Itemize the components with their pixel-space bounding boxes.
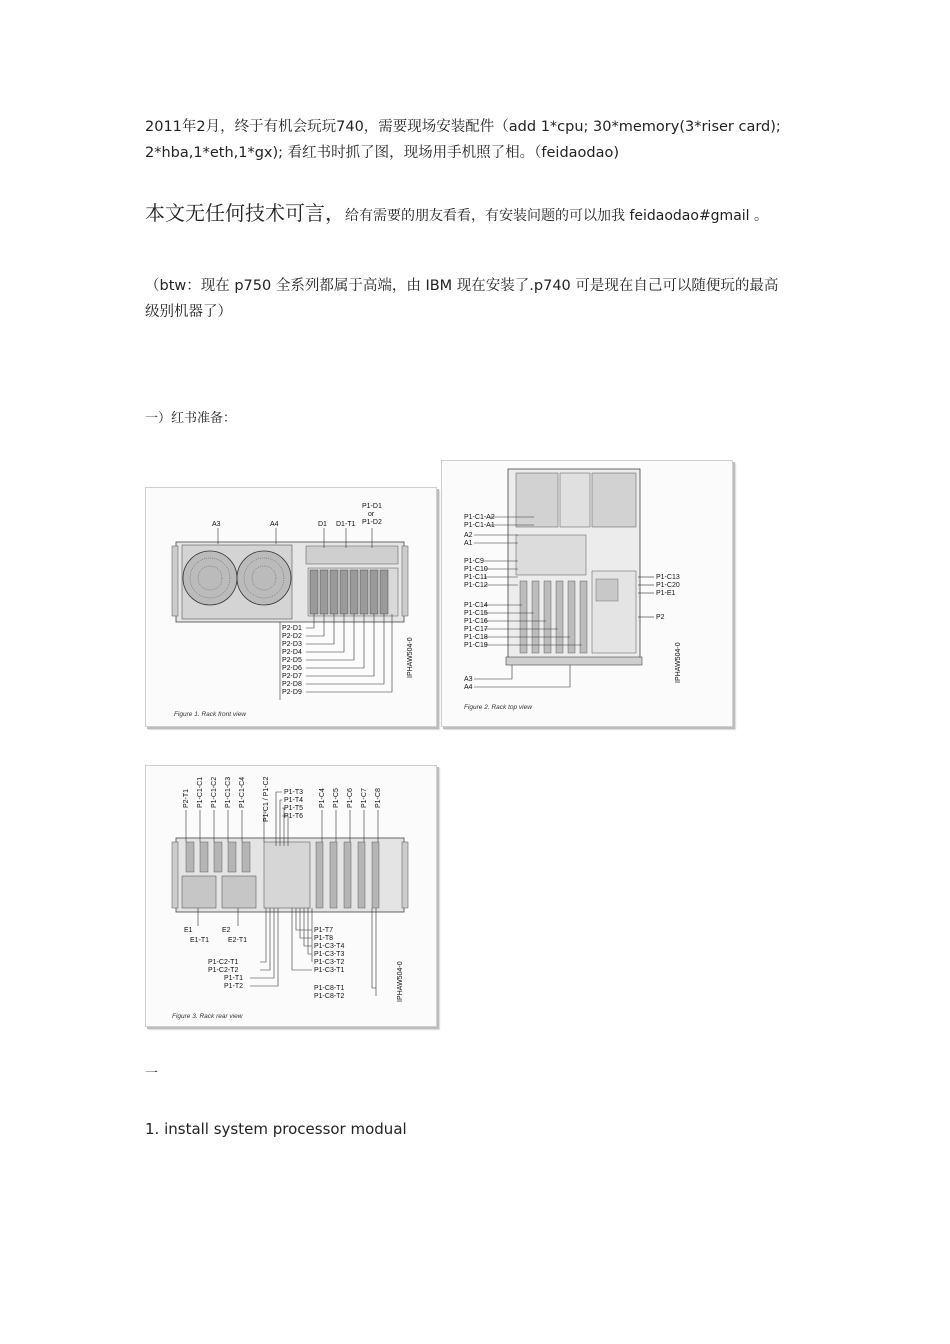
- fig1-label-d1-t1: D1-T1: [336, 521, 356, 528]
- fig3-label-p1-c5: P1-C5: [333, 788, 340, 808]
- fig2-label-p1-c17: P1-C17: [464, 626, 488, 633]
- btw-line-1: （btw：现在 p750 全系列都属于高端，由 IBM 现在安装了.p740 可是现在自己可以随便玩的最高: [145, 278, 779, 294]
- fig2-label-p1-c18: P1-C18: [464, 634, 488, 641]
- fig1-label-p1-d1: P1-D1: [362, 503, 382, 510]
- notice-paragraph: [145, 200, 768, 229]
- fig1-label-p2-d7: P2-D7: [282, 673, 302, 680]
- fig3-label-p2-t1: P2-T1: [183, 788, 190, 808]
- fig3-label-p1-c8: P1-C8: [375, 788, 382, 808]
- intro-line-2: 2*hba,1*eth,1*gx); 看红书时抓了图，现场用手机照了相。（feidaodao): [145, 145, 620, 161]
- figure-rack-front-view: [145, 487, 437, 727]
- fig3-label-p1-c3-t1: P1-C3-T1: [314, 967, 345, 974]
- intro-line-1: 2011年2月，终于有机会玩玩740，需要现场安装配件（add 1*cpu; 30*memory(3*riser card);: [145, 119, 781, 135]
- figure-rack-top-view: [441, 460, 733, 727]
- fig2-label-a4: A4: [464, 684, 473, 691]
- fig2-code: IPHAW504-0: [675, 642, 682, 683]
- section-heading: 一）红书准备：: [145, 411, 237, 426]
- fig3-label-p1-t6: P1-T6: [284, 813, 304, 820]
- fig3-label-p1-c1-c3: P1-C1-C3: [225, 776, 232, 808]
- fig3-label-p1-c2-t2: P1-C2-T2: [208, 967, 239, 974]
- fig2-label-a3: A3: [464, 676, 473, 683]
- btw-line-2: 级别机器了）: [145, 304, 232, 320]
- fig1-label-p1-d2: P1-D2: [362, 519, 382, 526]
- fig2-label-p1-c14: P1-C14: [464, 602, 488, 609]
- fig2-label-p1-c13: P1-C13: [656, 574, 680, 581]
- fig1-label-p2-d6: P2-D6: [282, 665, 302, 672]
- fig2-label-p1-c12: P1-C12: [464, 582, 488, 589]
- figure-rack-rear-view: [145, 765, 437, 1027]
- fig3-label-p1-c3-t4: P1-C3-T4: [314, 943, 345, 950]
- fig1-label-or: or: [368, 511, 375, 518]
- fig2-label-p1-c15: P1-C15: [464, 610, 488, 617]
- fig2-label-a1: A1: [464, 540, 473, 547]
- fig3-label-p1-c2-t1: P1-C2-T1: [208, 959, 239, 966]
- fig2-caption: Figure 2. Rack top view: [464, 704, 532, 711]
- fig3-label-e1: E1: [184, 927, 193, 934]
- fig1-label-a4: A4: [270, 521, 279, 528]
- fig3-label-p1-c1-c2: P1-C1-C2: [211, 776, 218, 808]
- fig3-label-p1-c4: P1-C4: [319, 788, 326, 808]
- fig3-label-p1-c8-t1: P1-C8-T1: [314, 985, 345, 992]
- fig2-label-p1-c16: P1-C16: [464, 618, 488, 625]
- fig1-label-p2-d5: P2-D5: [282, 657, 302, 664]
- fig3-label-p1-c1-c4: P1-C1-C4: [239, 776, 246, 808]
- fig3-label-p1-c6: P1-C6: [347, 788, 354, 808]
- fig3-label-p1-t1: P1-T1: [224, 975, 244, 982]
- fig3-label-p1-t3: P1-T3: [284, 789, 304, 796]
- notice-small-text: 给有需要的朋友看看，有安装问题的可以加我 feidaodao#gmail 。: [345, 208, 769, 224]
- fig3-label-p1-t7: P1-T7: [314, 927, 334, 934]
- fig2-label-p1-c1-a1: P1-C1-A1: [464, 522, 495, 529]
- fig2-label-p1-c9: P1-C9: [464, 558, 484, 565]
- fig2-label-p1-e1: P1-E1: [656, 590, 676, 597]
- fig2-label-p1-c1-a2: P1-C1-A2: [464, 514, 495, 521]
- fig2-label-p1-c11: P1-C11: [464, 574, 488, 581]
- fig3-label-p1-c8-t2: P1-C8-T2: [314, 993, 345, 1000]
- fig3-label-p1-t8: P1-T8: [314, 935, 334, 942]
- notice-big-text: 本文无任何技术可言，: [145, 201, 345, 225]
- fig3-label-p1-t5: P1-T5: [284, 805, 304, 812]
- fig3-label-e1-t1: E1-T1: [190, 937, 210, 944]
- fig1-label-p2-d1: P2-D1: [282, 625, 302, 632]
- fig1-label-p2-d2: P2-D2: [282, 633, 302, 640]
- fig3-label-p1-c3-t2: P1-C3-T2: [314, 959, 345, 966]
- fig3-caption: Figure 3. Rack rear view: [172, 1013, 243, 1020]
- fig3-label-p1-c3-t3: P1-C3-T3: [314, 951, 345, 958]
- fig1-code: IPHAW504-0: [407, 637, 414, 678]
- step-1-heading: 1. install system processor modual: [145, 1120, 407, 1138]
- fig3-label-p1-c7: P1-C7: [361, 788, 368, 808]
- fig3-label-p1-t4: P1-T4: [284, 797, 304, 804]
- fig3-label-p1-t2: P1-T2: [224, 983, 244, 990]
- fig2-label-p1-c20: P1-C20: [656, 582, 680, 589]
- fig1-label-p2-d8: P2-D8: [282, 681, 302, 688]
- fig2-label-a2: A2: [464, 532, 473, 539]
- fig1-label-p2-d3: P2-D3: [282, 641, 302, 648]
- fig3-label-e2-t1: E2-T1: [228, 937, 248, 944]
- fig3-label-e2: E2: [222, 927, 231, 934]
- fig1-label-a3: A3: [212, 521, 221, 528]
- separator-dash: 一: [145, 1066, 159, 1081]
- fig1-label-d1: D1: [318, 521, 327, 528]
- fig3-code: IPHAW504-0: [397, 961, 404, 1002]
- fig2-label-p1-c19: P1-C19: [464, 642, 488, 649]
- fig2-label-p2: P2: [656, 614, 665, 621]
- fig3-label-p1-c1-c1: P1-C1-C1: [197, 776, 204, 808]
- fig1-label-p2-d9: P2-D9: [282, 689, 302, 696]
- fig1-caption: Figure 1. Rack front view: [174, 711, 246, 718]
- fig1-label-p2-d4: P2-D4: [282, 649, 302, 656]
- fig2-label-p1-c10: P1-C10: [464, 566, 488, 573]
- fig3-label-p1-c1-p1-c2: P1-C1 / P1-C2: [263, 776, 270, 822]
